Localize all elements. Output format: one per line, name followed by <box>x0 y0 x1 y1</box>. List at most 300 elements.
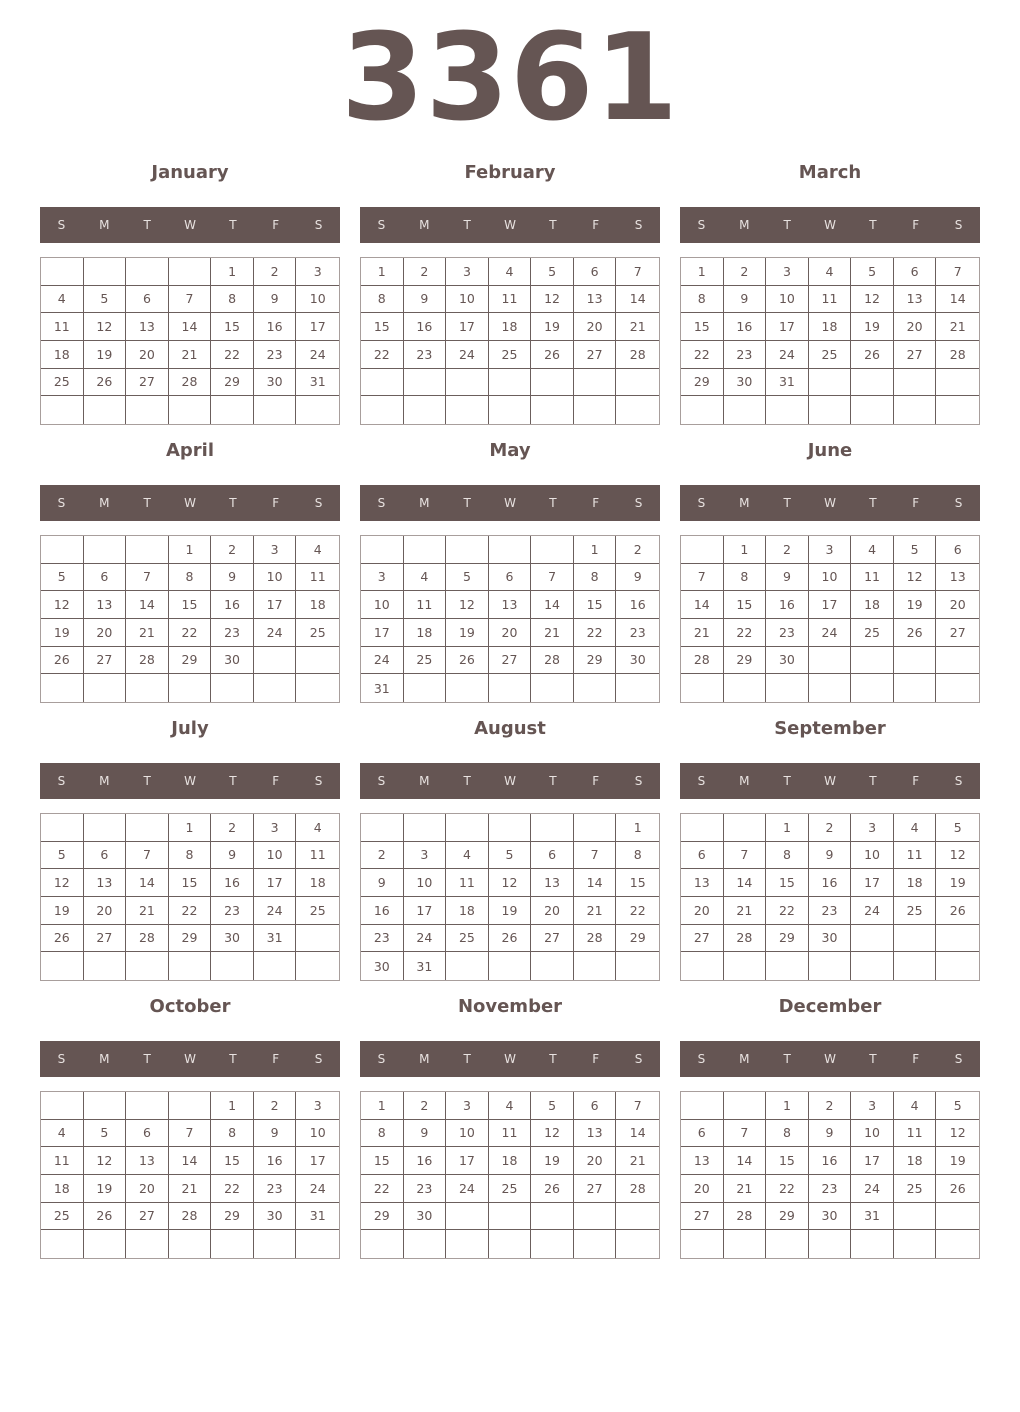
day-cell: 4 <box>41 286 84 314</box>
day-cell: 20 <box>681 897 724 925</box>
day-cell: 4 <box>404 564 447 592</box>
day-cell: 13 <box>126 1147 169 1175</box>
weekday-label: T <box>463 218 471 232</box>
day-cell: 10 <box>766 286 809 314</box>
weekday-label: F <box>912 1052 920 1066</box>
day-cell: 27 <box>126 1203 169 1231</box>
day-cell: 6 <box>126 1120 169 1148</box>
weekday-label: S <box>377 1052 386 1066</box>
day-cell: 20 <box>84 619 127 647</box>
empty-cell <box>616 952 659 980</box>
day-cell: 31 <box>361 674 404 702</box>
day-cell: 28 <box>169 1203 212 1231</box>
weekday-label: M <box>739 218 750 232</box>
day-cell: 22 <box>616 897 659 925</box>
day-cell: 14 <box>936 286 979 314</box>
day-cell: 2 <box>724 258 767 286</box>
empty-cell <box>489 814 532 842</box>
day-cell: 27 <box>84 647 127 675</box>
empty-cell <box>254 396 297 424</box>
empty-cell <box>446 369 489 397</box>
day-cell: 13 <box>84 591 127 619</box>
day-cell: 6 <box>681 842 724 870</box>
day-cell: 21 <box>126 619 169 647</box>
day-cell: 2 <box>361 842 404 870</box>
day-cell: 27 <box>574 341 617 369</box>
day-cell: 6 <box>574 258 617 286</box>
day-cell: 30 <box>616 647 659 675</box>
weekday-label: M <box>739 496 750 510</box>
day-cell: 13 <box>681 869 724 897</box>
day-cell: 16 <box>724 313 767 341</box>
day-cell: 25 <box>446 925 489 953</box>
empty-cell <box>489 369 532 397</box>
day-cell: 13 <box>894 286 937 314</box>
day-cell: 5 <box>446 564 489 592</box>
day-cell: 20 <box>936 591 979 619</box>
empty-cell <box>936 396 979 424</box>
weekday-label: T <box>869 218 877 232</box>
day-cell: 13 <box>531 869 574 897</box>
empty-cell <box>84 674 127 702</box>
empty-cell <box>296 396 339 424</box>
day-cell: 3 <box>766 258 809 286</box>
empty-cell <box>574 369 617 397</box>
day-cell: 29 <box>766 1203 809 1231</box>
empty-cell <box>126 1230 169 1258</box>
day-cell: 26 <box>894 619 937 647</box>
day-cell: 8 <box>211 1120 254 1148</box>
empty-cell <box>531 674 574 702</box>
day-cell: 11 <box>809 286 852 314</box>
day-cell: 11 <box>894 842 937 870</box>
weekday-label: S <box>57 1052 66 1066</box>
weekday-label: M <box>419 496 430 510</box>
empty-cell <box>126 674 169 702</box>
empty-cell <box>404 369 447 397</box>
day-cell: 29 <box>724 647 767 675</box>
weekday-label: S <box>377 496 386 510</box>
weekday-label: M <box>99 496 110 510</box>
weekday-label: S <box>57 218 66 232</box>
empty-cell <box>851 952 894 980</box>
empty-cell <box>851 674 894 702</box>
month-title: June <box>807 440 853 461</box>
day-cell: 2 <box>254 258 297 286</box>
weekday-header <box>360 207 660 243</box>
day-cell: 12 <box>41 591 84 619</box>
month-title: November <box>457 996 563 1017</box>
day-grid <box>40 257 340 425</box>
day-cell: 9 <box>724 286 767 314</box>
day-cell: 30 <box>766 647 809 675</box>
empty-cell <box>126 258 169 286</box>
weekday-label: F <box>272 218 280 232</box>
day-cell: 12 <box>84 313 127 341</box>
day-cell: 1 <box>574 536 617 564</box>
day-cell: 15 <box>169 869 212 897</box>
day-cell: 7 <box>616 258 659 286</box>
day-cell: 16 <box>211 591 254 619</box>
day-cell: 12 <box>936 842 979 870</box>
day-cell: 23 <box>809 897 852 925</box>
day-cell: 14 <box>169 313 212 341</box>
weekday-label: M <box>99 1052 110 1066</box>
day-cell: 10 <box>851 1120 894 1148</box>
empty-cell <box>766 952 809 980</box>
weekday-label: W <box>184 218 196 232</box>
weekday-label: S <box>697 496 706 510</box>
day-cell: 23 <box>404 1175 447 1203</box>
day-cell: 1 <box>211 1092 254 1120</box>
empty-cell <box>446 952 489 980</box>
empty-cell <box>41 536 84 564</box>
day-cell: 16 <box>809 869 852 897</box>
day-cell: 27 <box>681 925 724 953</box>
weekday-label: F <box>272 1052 280 1066</box>
weekday-label: F <box>592 496 600 510</box>
day-cell: 5 <box>41 842 84 870</box>
day-cell: 27 <box>894 341 937 369</box>
day-cell: 21 <box>169 1175 212 1203</box>
empty-cell <box>489 396 532 424</box>
day-cell: 10 <box>851 842 894 870</box>
day-cell: 14 <box>724 1147 767 1175</box>
day-cell: 10 <box>296 1120 339 1148</box>
weekday-label: W <box>824 218 836 232</box>
day-cell: 9 <box>809 1120 852 1148</box>
day-cell: 8 <box>169 842 212 870</box>
day-cell: 17 <box>404 897 447 925</box>
empty-cell <box>894 674 937 702</box>
day-cell: 22 <box>361 1175 404 1203</box>
weekday-label: W <box>504 218 516 232</box>
empty-cell <box>531 952 574 980</box>
day-cell: 12 <box>41 869 84 897</box>
empty-cell <box>489 1230 532 1258</box>
weekday-label: T <box>143 496 151 510</box>
day-cell: 17 <box>446 1147 489 1175</box>
day-cell: 1 <box>169 536 212 564</box>
empty-cell <box>169 258 212 286</box>
day-cell: 7 <box>169 286 212 314</box>
day-cell: 7 <box>169 1120 212 1148</box>
day-cell: 8 <box>361 286 404 314</box>
empty-cell <box>404 396 447 424</box>
weekday-header <box>680 763 980 799</box>
empty-cell <box>169 396 212 424</box>
day-cell: 2 <box>766 536 809 564</box>
empty-cell <box>894 952 937 980</box>
day-cell: 22 <box>361 341 404 369</box>
weekday-label: S <box>377 774 386 788</box>
empty-cell <box>936 1203 979 1231</box>
day-cell: 25 <box>894 897 937 925</box>
day-cell: 7 <box>724 842 767 870</box>
day-cell: 17 <box>851 869 894 897</box>
day-cell: 17 <box>766 313 809 341</box>
day-cell: 14 <box>169 1147 212 1175</box>
day-cell: 11 <box>41 313 84 341</box>
day-cell: 18 <box>296 591 339 619</box>
day-cell: 30 <box>724 369 767 397</box>
empty-cell <box>126 396 169 424</box>
weekday-label: T <box>783 774 791 788</box>
day-cell: 22 <box>211 341 254 369</box>
day-cell: 24 <box>361 647 404 675</box>
day-cell: 30 <box>809 925 852 953</box>
weekday-label: M <box>99 774 110 788</box>
day-cell: 28 <box>169 369 212 397</box>
empty-cell <box>126 1092 169 1120</box>
empty-cell <box>809 369 852 397</box>
day-cell: 28 <box>724 925 767 953</box>
day-cell: 6 <box>894 258 937 286</box>
day-cell: 29 <box>681 369 724 397</box>
day-cell: 16 <box>211 869 254 897</box>
empty-cell <box>681 396 724 424</box>
day-cell: 9 <box>766 564 809 592</box>
day-cell: 25 <box>404 647 447 675</box>
day-cell: 16 <box>254 313 297 341</box>
day-cell: 7 <box>616 1092 659 1120</box>
day-cell: 15 <box>681 313 724 341</box>
empty-cell <box>894 1203 937 1231</box>
month-title: September <box>774 718 886 739</box>
day-cell: 9 <box>404 1120 447 1148</box>
weekday-header <box>40 485 340 521</box>
day-cell: 21 <box>936 313 979 341</box>
day-cell: 18 <box>404 619 447 647</box>
day-cell: 21 <box>574 897 617 925</box>
day-cell: 7 <box>936 258 979 286</box>
empty-cell <box>296 925 339 953</box>
day-cell: 2 <box>254 1092 297 1120</box>
empty-cell <box>894 369 937 397</box>
day-cell: 18 <box>851 591 894 619</box>
day-cell: 7 <box>724 1120 767 1148</box>
day-cell: 29 <box>169 647 212 675</box>
day-cell: 11 <box>41 1147 84 1175</box>
day-cell: 9 <box>616 564 659 592</box>
day-cell: 29 <box>574 647 617 675</box>
day-cell: 29 <box>211 369 254 397</box>
day-cell: 7 <box>126 564 169 592</box>
empty-cell <box>126 814 169 842</box>
day-cell: 28 <box>126 925 169 953</box>
day-cell: 6 <box>84 564 127 592</box>
day-cell: 30 <box>361 952 404 980</box>
empty-cell <box>446 396 489 424</box>
day-cell: 17 <box>361 619 404 647</box>
empty-cell <box>809 1230 852 1258</box>
day-cell: 9 <box>211 564 254 592</box>
weekday-label: S <box>314 774 323 788</box>
empty-cell <box>681 536 724 564</box>
weekday-label: T <box>783 1052 791 1066</box>
empty-cell <box>489 1203 532 1231</box>
day-cell: 28 <box>616 341 659 369</box>
day-cell: 28 <box>574 925 617 953</box>
day-cell: 10 <box>254 842 297 870</box>
empty-cell <box>254 1230 297 1258</box>
weekday-label: M <box>739 774 750 788</box>
day-grid <box>40 1091 340 1259</box>
day-cell: 10 <box>254 564 297 592</box>
day-cell: 25 <box>296 897 339 925</box>
weekday-label: T <box>783 218 791 232</box>
empty-cell <box>724 952 767 980</box>
day-cell: 20 <box>126 341 169 369</box>
day-cell: 14 <box>616 286 659 314</box>
day-cell: 28 <box>681 647 724 675</box>
day-cell: 19 <box>531 1147 574 1175</box>
empty-cell <box>809 396 852 424</box>
empty-cell <box>851 396 894 424</box>
empty-cell <box>489 952 532 980</box>
weekday-label: W <box>824 774 836 788</box>
empty-cell <box>616 1230 659 1258</box>
day-cell: 5 <box>84 1120 127 1148</box>
day-cell: 15 <box>766 869 809 897</box>
day-cell: 3 <box>296 1092 339 1120</box>
empty-cell <box>851 647 894 675</box>
day-cell: 27 <box>681 1203 724 1231</box>
empty-cell <box>894 925 937 953</box>
day-cell: 23 <box>404 341 447 369</box>
day-cell: 7 <box>531 564 574 592</box>
empty-cell <box>809 674 852 702</box>
day-cell: 15 <box>211 313 254 341</box>
empty-cell <box>41 1230 84 1258</box>
day-cell: 6 <box>574 1092 617 1120</box>
day-cell: 25 <box>851 619 894 647</box>
day-cell: 27 <box>574 1175 617 1203</box>
empty-cell <box>851 925 894 953</box>
weekday-label: T <box>549 496 557 510</box>
weekday-label: T <box>143 1052 151 1066</box>
empty-cell <box>531 396 574 424</box>
weekday-label: S <box>697 1052 706 1066</box>
day-cell: 24 <box>254 619 297 647</box>
empty-cell <box>361 1230 404 1258</box>
weekday-label: S <box>634 496 643 510</box>
weekday-label: F <box>592 218 600 232</box>
day-cell: 4 <box>296 814 339 842</box>
empty-cell <box>254 647 297 675</box>
day-cell: 8 <box>766 842 809 870</box>
day-cell: 15 <box>361 1147 404 1175</box>
empty-cell <box>574 1203 617 1231</box>
day-cell: 1 <box>211 258 254 286</box>
day-cell: 18 <box>41 1175 84 1203</box>
weekday-label: S <box>57 774 66 788</box>
day-cell: 29 <box>361 1203 404 1231</box>
day-cell: 1 <box>616 814 659 842</box>
day-cell: 1 <box>361 1092 404 1120</box>
day-cell: 21 <box>616 313 659 341</box>
day-cell: 5 <box>936 1092 979 1120</box>
weekday-header <box>680 1041 980 1077</box>
day-cell: 15 <box>616 869 659 897</box>
day-cell: 23 <box>254 1175 297 1203</box>
empty-cell <box>681 814 724 842</box>
weekday-label: T <box>869 1052 877 1066</box>
empty-cell <box>724 1092 767 1120</box>
weekday-label: S <box>634 218 643 232</box>
day-cell: 10 <box>809 564 852 592</box>
empty-cell <box>531 369 574 397</box>
empty-cell <box>446 674 489 702</box>
day-cell: 18 <box>446 897 489 925</box>
empty-cell <box>724 814 767 842</box>
day-cell: 27 <box>531 925 574 953</box>
day-cell: 27 <box>126 369 169 397</box>
day-cell: 11 <box>489 1120 532 1148</box>
weekday-label: S <box>954 218 963 232</box>
empty-cell <box>616 369 659 397</box>
day-cell: 10 <box>361 591 404 619</box>
empty-cell <box>296 647 339 675</box>
day-cell: 25 <box>41 1203 84 1231</box>
day-cell: 13 <box>126 313 169 341</box>
day-cell: 8 <box>681 286 724 314</box>
weekday-label: S <box>954 774 963 788</box>
weekday-label: T <box>869 774 877 788</box>
empty-cell <box>489 674 532 702</box>
day-cell: 24 <box>446 1175 489 1203</box>
day-cell: 6 <box>531 842 574 870</box>
day-cell: 19 <box>936 869 979 897</box>
day-cell: 10 <box>296 286 339 314</box>
day-cell: 5 <box>851 258 894 286</box>
day-cell: 17 <box>254 591 297 619</box>
day-cell: 1 <box>169 814 212 842</box>
day-cell: 24 <box>766 341 809 369</box>
weekday-label: T <box>143 774 151 788</box>
day-grid <box>40 535 340 703</box>
month-title: May <box>489 440 531 461</box>
day-cell: 20 <box>489 619 532 647</box>
day-cell: 4 <box>489 1092 532 1120</box>
day-cell: 4 <box>851 536 894 564</box>
weekday-header <box>680 485 980 521</box>
day-cell: 15 <box>766 1147 809 1175</box>
day-cell: 11 <box>489 286 532 314</box>
day-cell: 20 <box>574 1147 617 1175</box>
day-cell: 16 <box>404 313 447 341</box>
empty-cell <box>531 536 574 564</box>
month-title: July <box>171 718 209 739</box>
weekday-label: F <box>912 218 920 232</box>
day-cell: 2 <box>616 536 659 564</box>
empty-cell <box>361 536 404 564</box>
empty-cell <box>531 814 574 842</box>
day-cell: 2 <box>211 814 254 842</box>
day-cell: 29 <box>616 925 659 953</box>
day-cell: 22 <box>766 897 809 925</box>
day-cell: 14 <box>616 1120 659 1148</box>
weekday-label: T <box>463 496 471 510</box>
empty-cell <box>894 1230 937 1258</box>
day-cell: 14 <box>126 869 169 897</box>
day-cell: 31 <box>766 369 809 397</box>
weekday-header <box>40 207 340 243</box>
empty-cell <box>446 536 489 564</box>
empty-cell <box>936 369 979 397</box>
day-cell: 2 <box>404 258 447 286</box>
weekday-label: W <box>504 496 516 510</box>
